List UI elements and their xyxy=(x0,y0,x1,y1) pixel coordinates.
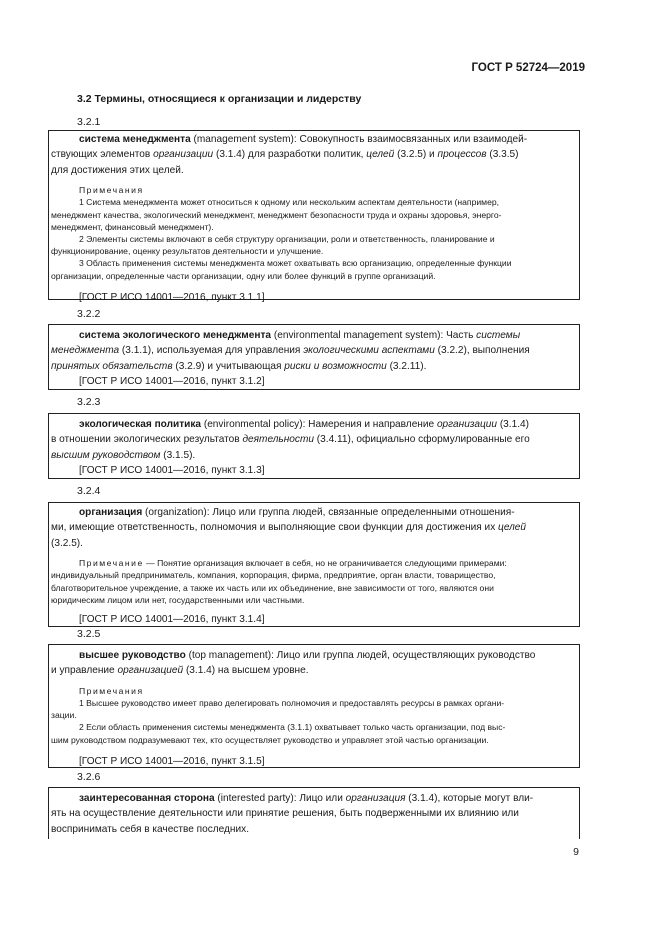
term-number: 3.2.4 xyxy=(77,485,101,497)
term-definition: заинтересованная сторона (interested party): Лицо или организация (3.1.4), которые могут вли- xyxy=(79,793,534,804)
term-definition-line: (3.2.5). xyxy=(51,537,83,549)
term-title: система экологического менеджмента xyxy=(79,330,272,341)
term-definition-line: высшим руководством (3.1.5). xyxy=(51,449,196,461)
section-title: 3.2 Термины, относящиеся к организации и лидерству xyxy=(77,93,362,105)
term-definition-line: воспринимать себя в качестве последних. xyxy=(51,823,250,835)
source-reference: [ГОСТ Р ИСО 14001—2016, пункт 3.1.2] xyxy=(79,376,265,388)
source-reference: [ГОСТ Р ИСО 14001—2016, пункт 3.1.4] xyxy=(79,614,265,626)
term-definition: система менеджмента (management system): Совокупность взаимосвязанных или взаимодей- xyxy=(79,134,528,145)
term-definition-line: для достижения этих целей. xyxy=(51,164,184,176)
term-box-top-management xyxy=(48,644,580,768)
note-line: функционирование, оценку результатов деятельности и улучшение. xyxy=(51,246,324,257)
term-definition-line: ми, имеющие ответственность, полномочия и выполняющие свои функции для достижения их целей xyxy=(51,522,527,534)
term-definition-line: и управление организацией (3.1.4) на высшем уровне. xyxy=(51,665,309,677)
notes-label: Примечания xyxy=(79,185,144,196)
note-line: организации, определенные части организации, одну или более функций в группе организаций. xyxy=(51,270,436,281)
term-definition-line: принятых обязательств (3.2.9) и учитывающая риски и возможности (3.2.11). xyxy=(51,360,427,372)
term-number: 3.2.2 xyxy=(77,308,101,320)
term-definition: система экологического менеджмента (environmental management system): Часть системы xyxy=(79,330,521,341)
term-number: 3.2.5 xyxy=(77,628,101,640)
notes-block xyxy=(49,685,579,746)
term-title: организация xyxy=(79,507,143,518)
term-number: 3.2.3 xyxy=(77,396,101,408)
term-number: 3.2.1 xyxy=(77,116,101,128)
term-title: экологическая политика xyxy=(79,419,202,430)
note-line: менеджмент, финансовый менеджмент). xyxy=(51,221,214,232)
notes-label: Примечания xyxy=(79,685,144,696)
notes-block xyxy=(49,184,579,282)
note-line: шим руководством подразумевают тех, кто осуществляет руководство и управляет этой частью организации. xyxy=(51,734,489,745)
note-line: юридическим лицом или нет, государственными или частными. xyxy=(51,594,305,605)
note-line: 2 Элементы системы включают в себя структуру организации, роли и ответственность, планирование и xyxy=(79,234,495,245)
note-line: благотворительное учреждение, а также их часть или их объединение, вне зависимости от того, являются они xyxy=(51,582,494,593)
source-reference: [ГОСТ Р ИСО 14001—2016, пункт 3.1.1] xyxy=(79,291,265,303)
source-reference: [ГОСТ Р ИСО 14001—2016, пункт 3.1.3] xyxy=(79,465,265,477)
term-box-management-system xyxy=(48,130,580,303)
term-definition: организация (organization): Лицо или группа людей, связанные определенными отношения- xyxy=(79,507,515,518)
term-title: высшее руководство xyxy=(79,650,186,661)
term-title: система менеджмента xyxy=(79,134,191,145)
note-line: Примечание — Понятие организация включает в себя, но не ограничивается следующими примерами: xyxy=(79,558,507,569)
note-line: менеджмент качества, экологический менеджмент, менеджмент безопасности труда и охраны здоровья, энерго- xyxy=(51,209,502,220)
term-box-interested-party xyxy=(48,787,580,839)
note-line: 1 Система менеджмента может относиться к одному или нескольким аспектам деятельности (например, xyxy=(79,197,500,208)
page-number: 9 xyxy=(573,846,579,858)
term-box-organization xyxy=(48,502,580,627)
notes-block xyxy=(49,557,579,606)
term-definition-line: менеджмента (3.1.1), используемая для управления экологическими аспектами (3.2.2), выполнения xyxy=(51,345,530,357)
note-line: 3 Область применения системы менеджмента может охватывать всю организацию, определенные функции xyxy=(79,258,512,269)
term-definition-line: ять на осуществление деятельности или принятие решения, быть подверженными их влиянию или xyxy=(51,808,519,820)
term-definition-line: ствующих элементов организации (3.1.4) для разработки политик, целей (3.2.5) и процессов (3.3.5) xyxy=(51,149,519,161)
term-box-ems xyxy=(48,324,580,390)
term-definition: высшее руководство (top management): Лицо или группа людей, осуществляющих руководство xyxy=(79,650,536,661)
term-title: заинтересованная сторона xyxy=(79,793,215,804)
document-header: ГОСТ Р 52724—2019 xyxy=(471,62,585,74)
note-line: зации. xyxy=(51,710,77,721)
note-line: 2 Если область применения системы менеджмента (3.1.1) охватывает только часть организации, под выс- xyxy=(79,722,506,733)
term-number: 3.2.6 xyxy=(77,771,101,783)
term-definition: экологическая политика (environmental policy): Намерения и направление организации (3.1.4) xyxy=(79,419,529,430)
term-definition-line: в отношении экологических результатов деятельности (3.4.11), официально сформулированные его xyxy=(51,434,530,446)
source-reference: [ГОСТ Р ИСО 14001—2016, пункт 3.1.5] xyxy=(79,755,265,767)
note-line: 1 Высшее руководство имеет право делегировать полномочия и предоставлять ресурсы в рамках органи- xyxy=(79,698,505,709)
note-line: индивидуальный предприниматель, компания, корпорация, фирма, предприятие, орган власти, товарищество, xyxy=(51,570,496,581)
term-box-environmental-policy xyxy=(48,413,580,479)
note-label: Примечание xyxy=(79,558,144,569)
